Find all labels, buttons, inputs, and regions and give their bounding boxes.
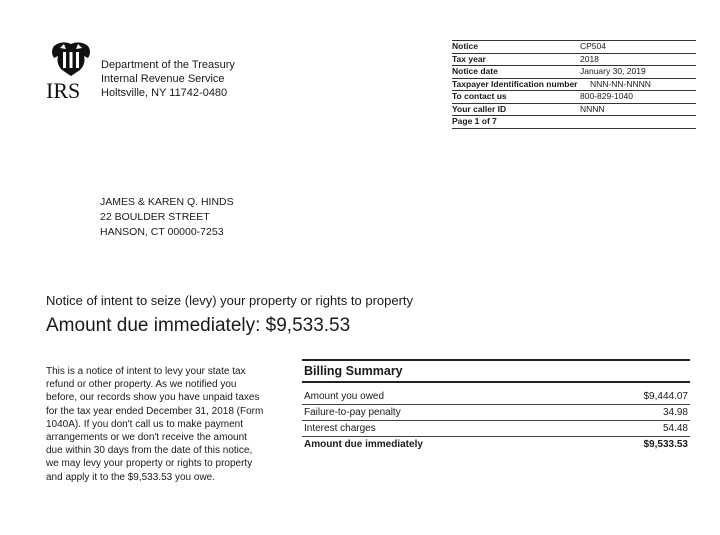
notice-info-row xyxy=(452,90,696,103)
billing-row xyxy=(302,421,690,437)
notice-heading: Notice of intent to seize (levy) your property or rights to property xyxy=(46,293,414,308)
notice-info-row xyxy=(452,78,696,91)
notice-info-value: 2018 xyxy=(580,53,599,64)
billing-row-value: 54.48 xyxy=(662,423,688,434)
recipient-address xyxy=(100,195,234,240)
notice-info-row xyxy=(452,115,696,129)
notice-info-row xyxy=(452,103,696,116)
billing-row-value: $9,444.07 xyxy=(643,391,688,402)
billing-row-value: 34.98 xyxy=(662,407,688,418)
notice-info-label: Tax year xyxy=(452,53,486,64)
notice-info-row xyxy=(452,53,696,66)
billing-row-label: Failure-to-pay penalty xyxy=(304,407,401,418)
agency-line-1: Department of the Treasury xyxy=(101,59,235,71)
recipient-city: HANSON, CT 00000-7253 xyxy=(100,226,224,238)
agency-address xyxy=(101,58,235,100)
notice-info-row xyxy=(452,40,696,53)
notice-info-value: January 30, 2019 xyxy=(580,66,646,76)
notice-info-row xyxy=(452,65,696,78)
notice-info-value: 800-829-1040 xyxy=(580,91,633,101)
billing-total-label: Amount due immediately xyxy=(304,439,423,450)
notice-info-table xyxy=(452,40,696,129)
recipient-street: 22 BOULDER STREET xyxy=(100,211,210,223)
notice-info-value: NNN-NN-NNNN xyxy=(590,78,651,89)
notice-info-label: Your caller ID xyxy=(452,103,507,114)
notice-info-value: NNNN xyxy=(580,103,605,114)
notice-info-label: Taxpayer Identification number xyxy=(452,78,578,89)
notice-info-value: CP504 xyxy=(580,41,606,51)
amount-due-heading: Amount due immediately: $9,533.53 xyxy=(46,315,351,336)
notice-info-value xyxy=(580,116,696,128)
irs-eagle-icon xyxy=(44,40,98,100)
billing-row xyxy=(302,405,690,421)
billing-total-row xyxy=(302,437,690,452)
agency-line-2: Internal Revenue Service xyxy=(101,73,225,85)
billing-row xyxy=(302,389,690,405)
irs-wordmark: IRS xyxy=(46,78,81,100)
irs-logo xyxy=(44,40,98,100)
recipient-name: JAMES & KAREN Q. HINDS xyxy=(100,196,234,208)
billing-summary-title: Billing Summary xyxy=(302,359,690,383)
agency-line-3: Holtsville, NY 11742-0480 xyxy=(101,87,228,99)
page-count: Page 1 of 7 xyxy=(452,116,497,126)
billing-total-value: $9,533.53 xyxy=(643,439,688,450)
notice-info-label: To contact us xyxy=(452,91,507,101)
billing-row-label: Interest charges xyxy=(304,423,376,434)
notice-body-text: This is a notice of intent to levy your state tax refund or other property. As we notified you before, our records show you have unpaid taxes for the tax year ended December 31, 2018 (Form 1040A). If you don't call us to make payment arrangements or we don't receive the amount due within 30 days from the date of this notice, we may levy your property or rights to property and apply it to the $9,533.53 you owe. xyxy=(46,366,264,483)
notice-info-label: Notice xyxy=(452,41,478,51)
billing-summary xyxy=(302,359,690,452)
notice-info-label: Notice date xyxy=(452,66,498,76)
billing-row-label: Amount you owed xyxy=(304,391,385,402)
